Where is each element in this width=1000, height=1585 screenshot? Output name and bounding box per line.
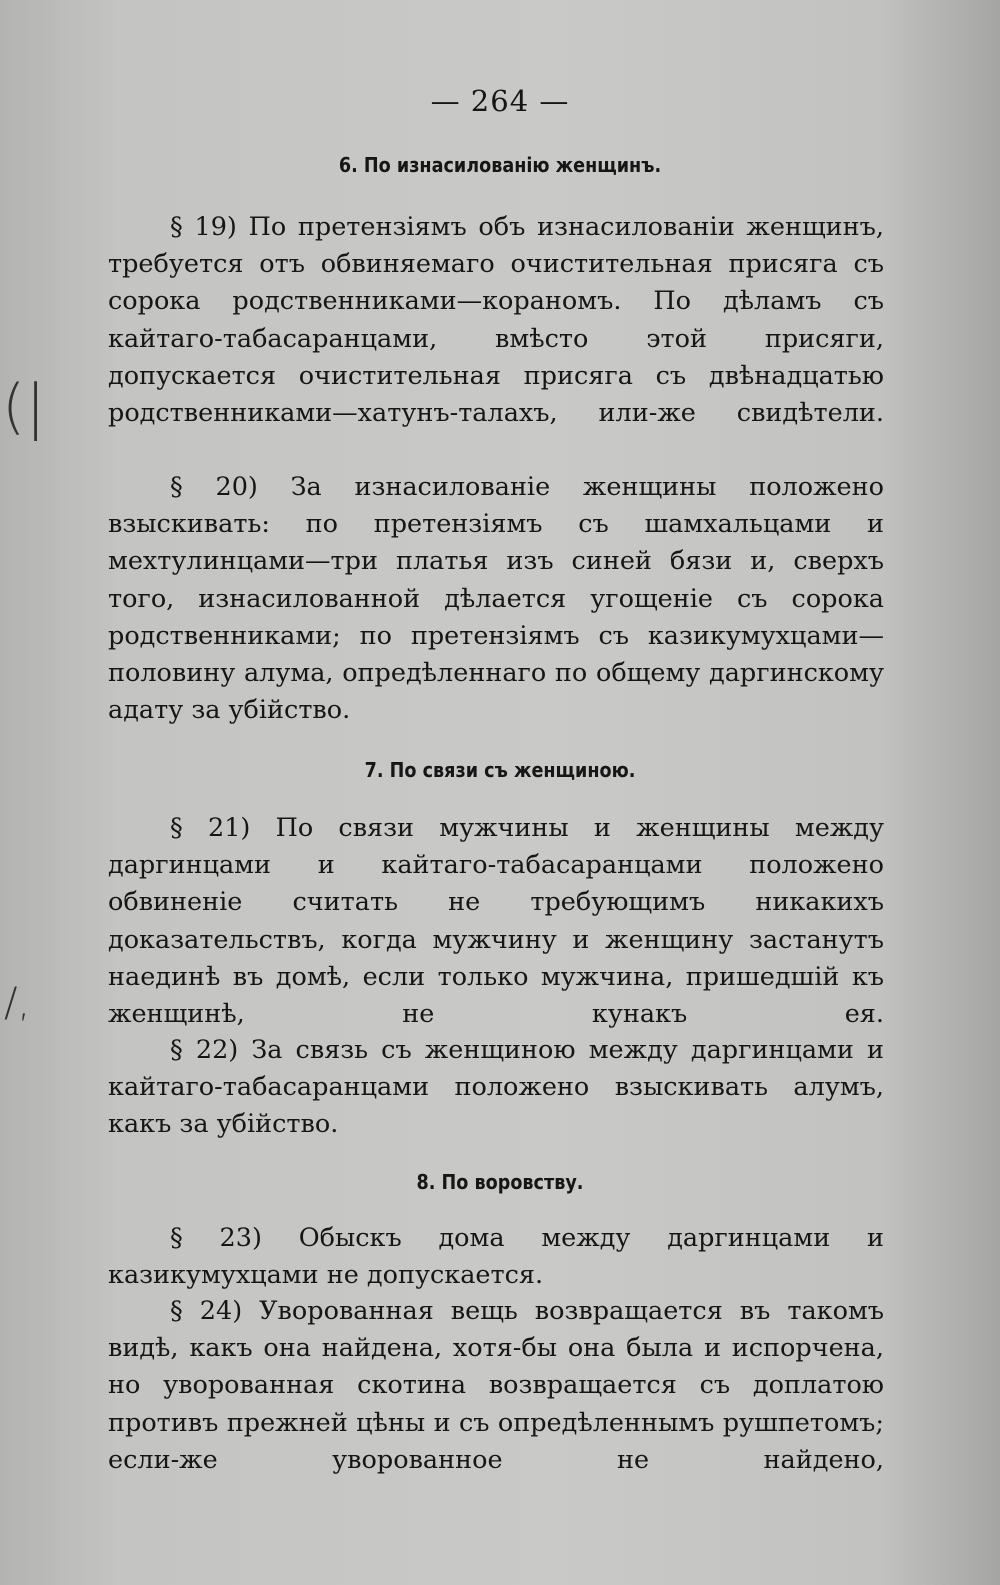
section-heading: 7. По связи съ женщиною. [364,758,636,782]
paragraph-22: § 22) За связь съ женщиною между даргинцами и кайтаго-табасаранцами положено взыскивать алумъ, какъ за убійство. [108,1035,884,1140]
page-number: — 264 — [430,84,570,118]
section-heading: 6. По изнасилованію женщинъ. [338,153,662,177]
paragraph-23: § 23) Обыскъ дома между даргинцами и казикумухцами не допускается. [108,1223,884,1291]
paragraph-21: § 21) По связи мужчины и женщины между даргинцами и кайтаго-табасаранцами положено обвиненіе считать не требующимъ никакихъ доказательствъ, когда мужчину и женщину застанутъ наединѣ въ домѣ, если только мужчина, пришедшій къ женщинѣ, не кунакъ ея. [108,813,884,1030]
margin-pencil-tick: /, [4,980,31,1026]
margin-pencil-mark: (| [2,372,46,442]
paragraph-19: § 19) По претензіямъ объ изнасилованіи женщинъ, требуется отъ обвиняемаго очистительная присяга съ сорока родственниками—кораномъ. По дѣламъ съ кайтаго-табасаранцами, вмѣсто этой присяги, допускается очистительная присяга съ двѣнадцатью родственниками—хатунъ-талахъ, или-же свидѣтели. [108,212,884,429]
paragraph-20: § 20) За изнасилованіе женщины положено взыскивать: по претензіямъ съ шамхальцами и мехтулинцами—три платья изъ синей бязи и, сверхъ того, изнасилованной дѣлается угощеніе съ сорока родственниками; по претензіямъ съ казикумухцами—половину алума, опредѣленнаго по общему даргинскому адату за убійство. [108,472,884,726]
paragraph-24: § 24) Уворованная вещь возвращается въ такомъ видѣ, какъ она найдена, хотя-бы она была и испорчена, но уворованная скотина возвращается съ доплатою противъ прежней цѣны и съ опредѣленнымъ рушпетомъ; если-же уворованное не найдено, [108,1296,884,1475]
section-heading: 8. По воровству. [416,1170,584,1194]
